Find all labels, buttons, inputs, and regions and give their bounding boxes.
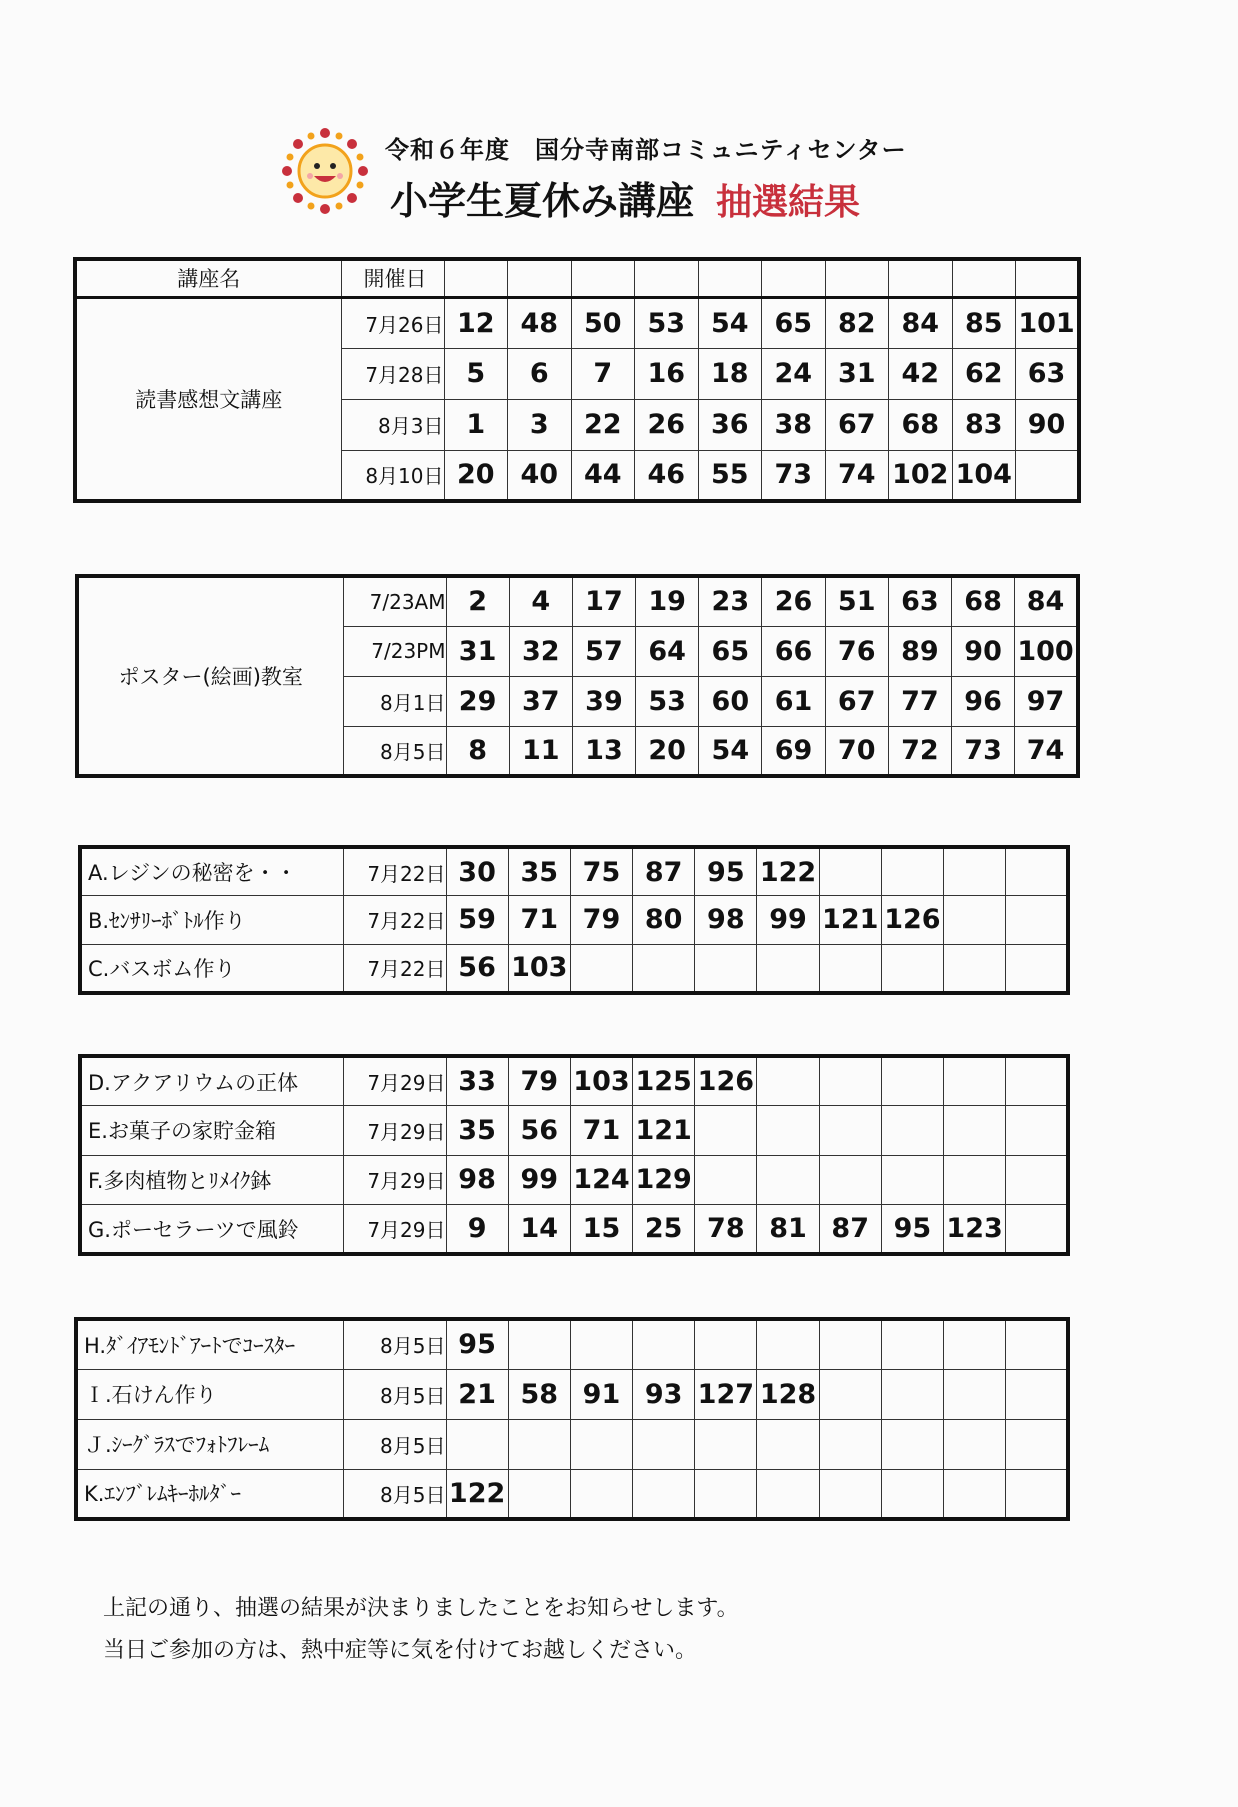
empty-cell xyxy=(881,1369,943,1419)
winner-number: 129 xyxy=(633,1155,695,1205)
winner-number: 20 xyxy=(636,726,699,776)
empty-cell xyxy=(446,1419,508,1469)
header-cell xyxy=(1016,259,1080,297)
winner-number: 58 xyxy=(508,1369,570,1419)
winner-number: 64 xyxy=(636,626,699,676)
empty-cell xyxy=(944,1469,1006,1519)
winner-number: 70 xyxy=(825,726,888,776)
winner-number: 127 xyxy=(695,1369,757,1419)
winner-number: 69 xyxy=(762,726,825,776)
winner-number: 89 xyxy=(888,626,951,676)
winner-number: 67 xyxy=(825,676,888,726)
winner-number: 101 xyxy=(1016,297,1080,348)
empty-cell xyxy=(695,1419,757,1469)
session-date: 8月1日 xyxy=(343,676,446,726)
winner-number: 74 xyxy=(825,450,889,501)
empty-cell xyxy=(944,1319,1006,1369)
table-row xyxy=(80,944,1068,993)
winner-number: 99 xyxy=(757,896,819,945)
header-cell xyxy=(698,259,762,297)
winner-number: 55 xyxy=(698,450,762,501)
winner-number: 91 xyxy=(570,1369,632,1419)
winner-number: 33 xyxy=(446,1056,508,1106)
winner-number: 61 xyxy=(762,676,825,726)
winner-number: 39 xyxy=(572,676,635,726)
empty-cell xyxy=(1006,1106,1068,1156)
winner-number: 122 xyxy=(757,847,819,896)
course-name: Ｊ.ｼｰｸﾞﾗｽでﾌｫﾄﾌﾚｰﾑ xyxy=(76,1419,343,1469)
winner-number: 103 xyxy=(570,1056,632,1106)
table-row xyxy=(75,297,1079,348)
course-name: A.レジンの秘密を・・ xyxy=(80,847,343,896)
lottery-table-4 xyxy=(78,1054,1070,1256)
winner-number: 54 xyxy=(698,297,762,348)
session-date: 7月22日 xyxy=(343,896,446,945)
empty-cell xyxy=(944,896,1006,945)
winner-number: 14 xyxy=(508,1205,570,1255)
empty-cell xyxy=(944,1419,1006,1469)
empty-cell xyxy=(757,1106,819,1156)
winner-number: 20 xyxy=(444,450,508,501)
winner-number: 79 xyxy=(570,896,632,945)
empty-cell xyxy=(695,944,757,993)
empty-cell xyxy=(1006,1056,1068,1106)
winner-number: 4 xyxy=(509,576,572,626)
title-result: 抽選結果 xyxy=(716,182,861,223)
footer-notice xyxy=(103,1588,739,1672)
winner-number: 40 xyxy=(508,450,572,501)
winner-number: 95 xyxy=(881,1205,943,1255)
winner-number: 97 xyxy=(1015,676,1078,726)
winner-number: 124 xyxy=(570,1155,632,1205)
empty-cell xyxy=(1006,1205,1068,1255)
course-name: E.お菓子の家貯金箱 xyxy=(80,1106,343,1156)
header-cell xyxy=(762,259,826,297)
table-row xyxy=(76,1369,1068,1419)
empty-cell xyxy=(944,1056,1006,1106)
winner-number: 77 xyxy=(888,676,951,726)
empty-cell xyxy=(819,1319,881,1369)
empty-cell xyxy=(819,1155,881,1205)
winner-number: 84 xyxy=(1015,576,1078,626)
winner-number: 104 xyxy=(952,450,1016,501)
header-cell xyxy=(508,259,572,297)
empty-cell xyxy=(633,1419,695,1469)
table-row xyxy=(76,1469,1068,1519)
winner-number: 66 xyxy=(762,626,825,676)
empty-cell xyxy=(819,944,881,993)
empty-cell xyxy=(1006,1319,1068,1369)
course-name: B.ｾﾝｻﾘｰﾎﾞﾄﾙ作り xyxy=(80,896,343,945)
empty-cell xyxy=(1016,450,1080,501)
winner-number: 13 xyxy=(572,726,635,776)
empty-cell xyxy=(819,1106,881,1156)
winner-number: 90 xyxy=(952,626,1015,676)
winner-number: 18 xyxy=(698,348,762,399)
winner-number: 3 xyxy=(508,399,572,450)
winner-number: 6 xyxy=(508,348,572,399)
winner-number: 54 xyxy=(699,726,762,776)
winner-number: 65 xyxy=(762,297,826,348)
empty-cell xyxy=(819,1419,881,1469)
empty-cell xyxy=(881,1106,943,1156)
session-date: 7月22日 xyxy=(343,944,446,993)
date-header: 開催日 xyxy=(341,259,444,297)
winner-number: 100 xyxy=(1015,626,1078,676)
winner-number: 46 xyxy=(635,450,699,501)
winner-number: 103 xyxy=(508,944,570,993)
winner-number: 59 xyxy=(446,896,508,945)
table-row xyxy=(77,576,1078,626)
winner-number: 17 xyxy=(572,576,635,626)
empty-cell xyxy=(757,1319,819,1369)
empty-cell xyxy=(944,1155,1006,1205)
winner-number: 26 xyxy=(635,399,699,450)
winner-number: 123 xyxy=(944,1205,1006,1255)
winner-number: 50 xyxy=(571,297,635,348)
course-name: G.ポーセラーツで風鈴 xyxy=(80,1205,343,1255)
winner-number: 29 xyxy=(446,676,509,726)
winner-number: 73 xyxy=(952,726,1015,776)
empty-cell xyxy=(1006,1155,1068,1205)
empty-cell xyxy=(819,1469,881,1519)
empty-cell xyxy=(1006,1369,1068,1419)
winner-number: 126 xyxy=(881,896,943,945)
session-date: 7月29日 xyxy=(343,1155,446,1205)
winner-number: 125 xyxy=(633,1056,695,1106)
empty-cell xyxy=(757,1469,819,1519)
table-row xyxy=(80,847,1068,896)
empty-cell xyxy=(944,1369,1006,1419)
winner-number: 62 xyxy=(952,348,1016,399)
empty-cell xyxy=(757,1056,819,1106)
winner-number: 60 xyxy=(699,676,762,726)
session-date: 8月3日 xyxy=(341,399,444,450)
session-date: 7月29日 xyxy=(343,1106,446,1156)
winner-number: 75 xyxy=(570,847,632,896)
winner-number: 96 xyxy=(952,676,1015,726)
empty-cell xyxy=(944,1106,1006,1156)
footer-line-2: 当日ご参加の方は、熱中症等に気を付けてお越しください。 xyxy=(103,1638,698,1663)
winner-number: 2 xyxy=(446,576,509,626)
winner-number: 83 xyxy=(952,399,1016,450)
empty-cell xyxy=(695,1155,757,1205)
winner-number: 73 xyxy=(762,450,826,501)
winner-number: 72 xyxy=(888,726,951,776)
course-name: C.バスボム作り xyxy=(80,944,343,993)
empty-cell xyxy=(881,1419,943,1469)
winner-number: 11 xyxy=(509,726,572,776)
winner-number: 85 xyxy=(952,297,1016,348)
header-cell xyxy=(889,259,953,297)
empty-cell xyxy=(508,1469,570,1519)
empty-cell xyxy=(757,944,819,993)
empty-cell xyxy=(508,1419,570,1469)
table-row xyxy=(80,1056,1068,1106)
winner-number: 126 xyxy=(695,1056,757,1106)
winner-number: 68 xyxy=(952,576,1015,626)
course-name: 読書感想文講座 xyxy=(75,297,341,501)
empty-cell xyxy=(695,1319,757,1369)
winner-number: 68 xyxy=(889,399,953,450)
course-name: ポスター(絵画)教室 xyxy=(77,576,343,776)
winner-number: 16 xyxy=(635,348,699,399)
session-date: 7/23PM xyxy=(343,626,446,676)
course-name: D.アクアリウムの正体 xyxy=(80,1056,343,1106)
empty-cell xyxy=(1006,847,1068,896)
empty-cell xyxy=(757,1419,819,1469)
session-date: 7月22日 xyxy=(343,847,446,896)
winner-number: 19 xyxy=(636,576,699,626)
session-date: 7月29日 xyxy=(343,1056,446,1106)
winner-number: 87 xyxy=(633,847,695,896)
empty-cell xyxy=(944,944,1006,993)
winner-number: 98 xyxy=(695,896,757,945)
winner-number: 128 xyxy=(757,1369,819,1419)
winner-number: 78 xyxy=(695,1205,757,1255)
empty-cell xyxy=(881,847,943,896)
winner-number: 93 xyxy=(633,1369,695,1419)
winner-number: 48 xyxy=(508,297,572,348)
winner-number: 71 xyxy=(570,1106,632,1156)
table-row xyxy=(80,1205,1068,1255)
winner-number: 22 xyxy=(571,399,635,450)
empty-cell xyxy=(757,1155,819,1205)
winner-number: 95 xyxy=(695,847,757,896)
winner-number: 71 xyxy=(508,896,570,945)
winner-number: 7 xyxy=(571,348,635,399)
winner-number: 99 xyxy=(508,1155,570,1205)
winner-number: 36 xyxy=(698,399,762,450)
winner-number: 53 xyxy=(635,297,699,348)
empty-cell xyxy=(881,1056,943,1106)
winner-number: 23 xyxy=(699,576,762,626)
winner-number: 44 xyxy=(571,450,635,501)
smiling-sun-icon xyxy=(280,126,370,216)
table-row xyxy=(80,1155,1068,1205)
winner-number: 32 xyxy=(509,626,572,676)
header-cell xyxy=(825,259,889,297)
lottery-table-3 xyxy=(78,845,1070,995)
winner-number: 122 xyxy=(446,1469,508,1519)
winner-number: 67 xyxy=(825,399,889,450)
page-header xyxy=(280,126,980,236)
page-title xyxy=(390,170,860,225)
course-name: K.ｴﾝﾌﾞﾚﾑｷｰﾎﾙﾀﾞｰ xyxy=(76,1469,343,1519)
winner-number: 87 xyxy=(819,1205,881,1255)
empty-cell xyxy=(881,944,943,993)
session-date: 8月5日 xyxy=(343,1369,446,1419)
course-name: F.多肉植物とﾘﾒｲｸ鉢 xyxy=(80,1155,343,1205)
winner-number: 65 xyxy=(699,626,762,676)
course-name-header: 講座名 xyxy=(75,259,341,297)
empty-cell xyxy=(695,1469,757,1519)
session-date: 8月5日 xyxy=(343,1469,446,1519)
empty-cell xyxy=(881,1319,943,1369)
session-date: 8月10日 xyxy=(341,450,444,501)
winner-number: 38 xyxy=(762,399,826,450)
winner-number: 5 xyxy=(444,348,508,399)
winner-number: 35 xyxy=(446,1106,508,1156)
winner-number: 121 xyxy=(819,896,881,945)
empty-cell xyxy=(570,1469,632,1519)
winner-number: 1 xyxy=(444,399,508,450)
empty-cell xyxy=(570,944,632,993)
winner-number: 24 xyxy=(762,348,826,399)
winner-number: 31 xyxy=(446,626,509,676)
empty-cell xyxy=(633,1469,695,1519)
winner-number: 82 xyxy=(825,297,889,348)
winner-number: 76 xyxy=(825,626,888,676)
winner-number: 12 xyxy=(444,297,508,348)
table-row xyxy=(80,896,1068,945)
winner-number: 9 xyxy=(446,1205,508,1255)
winner-number: 15 xyxy=(570,1205,632,1255)
winner-number: 57 xyxy=(572,626,635,676)
winner-number: 63 xyxy=(1016,348,1080,399)
footer-line-1: 上記の通り、抽選の結果が決まりましたことをお知らせします。 xyxy=(103,1596,739,1621)
winner-number: 31 xyxy=(825,348,889,399)
header-cell xyxy=(571,259,635,297)
table-row xyxy=(76,1419,1068,1469)
header-cell xyxy=(952,259,1016,297)
organizer-subtitle: 令和６年度 国分寺南部コミュニティセンター xyxy=(385,136,907,164)
winner-number: 90 xyxy=(1016,399,1080,450)
lottery-table-2 xyxy=(75,574,1080,778)
winner-number: 8 xyxy=(446,726,509,776)
winner-number: 51 xyxy=(825,576,888,626)
winner-number: 21 xyxy=(446,1369,508,1419)
header-cell xyxy=(444,259,508,297)
empty-cell xyxy=(819,847,881,896)
empty-cell xyxy=(633,1319,695,1369)
winner-number: 25 xyxy=(633,1205,695,1255)
session-date: 7月29日 xyxy=(343,1205,446,1255)
course-name: Ｉ.石けん作り xyxy=(76,1369,343,1419)
winner-number: 35 xyxy=(508,847,570,896)
empty-cell xyxy=(508,1319,570,1369)
empty-cell xyxy=(944,847,1006,896)
winner-number: 95 xyxy=(446,1319,508,1369)
winner-number: 121 xyxy=(633,1106,695,1156)
winner-number: 98 xyxy=(446,1155,508,1205)
winner-number: 30 xyxy=(446,847,508,896)
winner-number: 80 xyxy=(633,896,695,945)
winner-number: 37 xyxy=(509,676,572,726)
empty-cell xyxy=(570,1419,632,1469)
winner-number: 56 xyxy=(446,944,508,993)
winner-number: 53 xyxy=(636,676,699,726)
lottery-table-1 xyxy=(73,257,1081,503)
session-date: 7月28日 xyxy=(341,348,444,399)
lottery-table-5 xyxy=(74,1317,1070,1521)
empty-cell xyxy=(633,944,695,993)
session-date: 8月5日 xyxy=(343,1319,446,1369)
session-date: 7/23AM xyxy=(343,576,446,626)
winner-number: 74 xyxy=(1015,726,1078,776)
header-cell xyxy=(635,259,699,297)
session-date: 7月26日 xyxy=(341,297,444,348)
winner-number: 26 xyxy=(762,576,825,626)
empty-cell xyxy=(881,1469,943,1519)
empty-cell xyxy=(819,1056,881,1106)
empty-cell xyxy=(1006,1469,1068,1519)
empty-cell xyxy=(1006,1419,1068,1469)
table-row xyxy=(80,1106,1068,1156)
session-date: 8月5日 xyxy=(343,726,446,776)
session-date: 8月5日 xyxy=(343,1419,446,1469)
winner-number: 84 xyxy=(889,297,953,348)
empty-cell xyxy=(1006,896,1068,945)
table-row xyxy=(76,1319,1068,1369)
empty-cell xyxy=(570,1319,632,1369)
empty-cell xyxy=(695,1106,757,1156)
winner-number: 63 xyxy=(888,576,951,626)
winner-number: 56 xyxy=(508,1106,570,1156)
course-name: H.ﾀﾞｲｱﾓﾝﾄﾞｱｰﾄでｺｰｽﾀｰ xyxy=(76,1319,343,1369)
table-header-row xyxy=(75,259,1079,297)
winner-number: 79 xyxy=(508,1056,570,1106)
empty-cell xyxy=(881,1155,943,1205)
winner-number: 102 xyxy=(889,450,953,501)
winner-number: 42 xyxy=(889,348,953,399)
empty-cell xyxy=(1006,944,1068,993)
winner-number: 81 xyxy=(757,1205,819,1255)
empty-cell xyxy=(819,1369,881,1419)
title-main: 小学生夏休み講座 xyxy=(390,179,695,223)
